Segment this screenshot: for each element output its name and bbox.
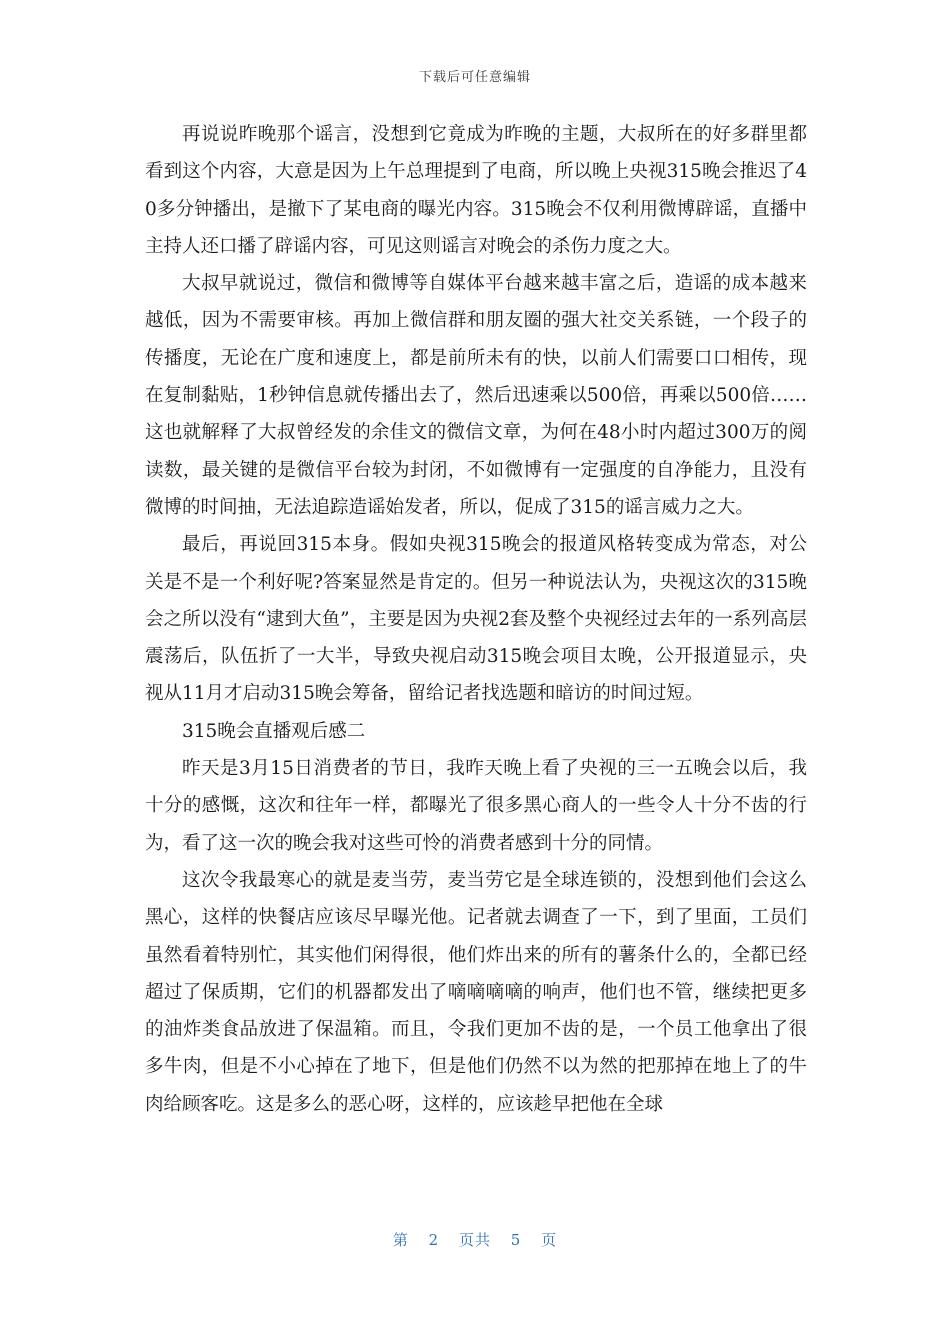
page-number-footer: 第 2 页共 5 页 <box>392 1231 558 1249</box>
paragraph-consumer-day: 昨天是3月15日消费者的节日，我昨天晚上看了央视的三一五晚会以后，我十分的感慨，这次和往年一样，都曝光了很多黑心商人的一些令人十分不齿的行为，看了这一次的晚会我对这些可怜的消费者感到十分的同情。 <box>145 758 807 854</box>
paragraph-social-media: 大叔早就说过，微信和微博等自媒体平台越来越丰富之后，造谣的成本越来越低，因为不需要审核。再加上微信群和朋友圈的强大社交关系链，一个段子的传播度，无论在广度和速度上，都是前所未有的快，以前人们需要口口相传，现在复制黏贴，1秒钟信息就传播出去了，然后迅速乘以500倍，再乘以500倍……这也就解释了大叔曾经发的余佳文的微信文章，为何在48小时内超过300万的阅读数，最关键的是微信平台较为封闭，不如微博有一定强度的自净能力，且没有微博的时间抽，无法追踪造谣始发者，所以，促成了315的谣言威力之大。 <box>145 273 807 518</box>
paragraph-mcdonalds: 这次令我最寒心的就是麦当劳，麦当劳它是全球连锁的，没想到他们会这么黑心，这样的快餐店应该尽早曝光他。记者就去调查了一下，到了里面，工员们虽然看着特别忙，其实他们闲得很，他们炸出来的所有的薯条什么的，全都已经超过了保质期，它们的机器都发出了嘀嘀嘀嘀的响声，他们也不管，继续把更多的油炸类食品放进了保温箱。而且，令我们更加不齿的是，一个员工他拿出了很多牛肉，但是不小心掉在了地下，但是他们仍然不以为然的把那掉在地上了的牛肉给顾客吃。这是多么的恶心呀，这样的，应该趁早把他在全球 <box>145 869 807 1115</box>
document-body <box>145 116 807 1123</box>
section-title: 315晚会直播观后感二 <box>182 720 366 742</box>
paragraph-315-itself: 最后，再说回315本身。假如央视315晚会的报道风格转变成为常态，对公关是不是一个利好呢?答案显然是肯定的。但另一种说法认为，央视这次的315晚会之所以没有“逮到大鱼”，主要是因为央视2套及整个央视经过去年的一系列高层震荡后，队伍折了一大半，导致央视启动315晚会项目太晚，公开报道显示，央视从11月才启动315晚会筹备，留给记者找选题和暗访的时间过短。 <box>145 534 807 705</box>
page-header: 下载后可任意编辑 <box>418 70 531 85</box>
paragraph-rumor: 再说说昨晚那个谣言，没想到它竟成为昨晚的主题，大叔所在的好多群里都看到这个内容，大意是因为上午总理提到了电商，所以晚上央视315晚会推迟了40多分钟播出，是撤下了某电商的曝光内容。315晚会不仅利用微博辟谣，直播中主持人还口播了辟谣内容，可见这则谣言对晚会的杀伤力度之大。 <box>145 124 807 257</box>
